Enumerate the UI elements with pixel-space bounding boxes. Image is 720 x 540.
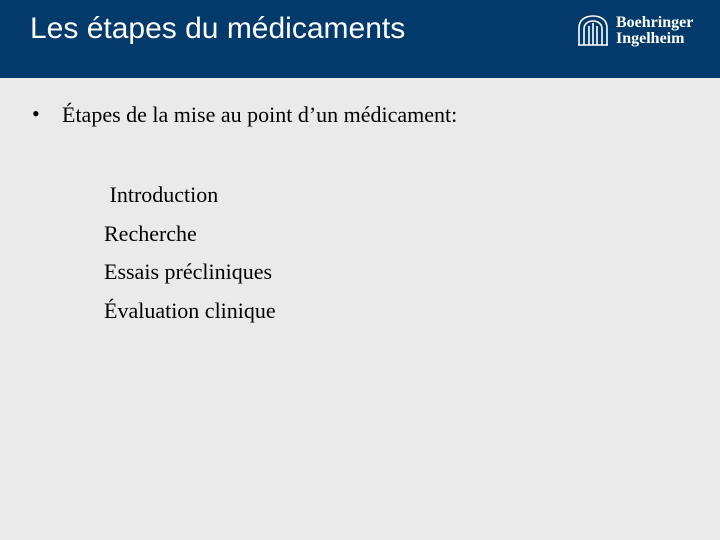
list-item: Recherche [104, 220, 197, 246]
company-logo [576, 14, 693, 48]
list-item: Introduction [104, 182, 219, 207]
slide-body [0, 78, 720, 540]
logo-wordmark [616, 15, 693, 47]
list-item: Essais précliniques [104, 259, 273, 284]
list-item: Évaluation clinique [104, 297, 276, 323]
bullet-text: Étapes de la mise au point d’un médicament: [62, 102, 458, 127]
bullet-icon: • [32, 101, 40, 126]
logo-line-2: Ingelheim [616, 30, 685, 47]
logo-line-1: Boehringer [616, 14, 694, 31]
slide-title: Les étapes du médicaments [30, 12, 406, 45]
logo-emblem-icon [576, 14, 610, 48]
slide-header [0, 0, 720, 78]
steps-list [104, 176, 276, 330]
